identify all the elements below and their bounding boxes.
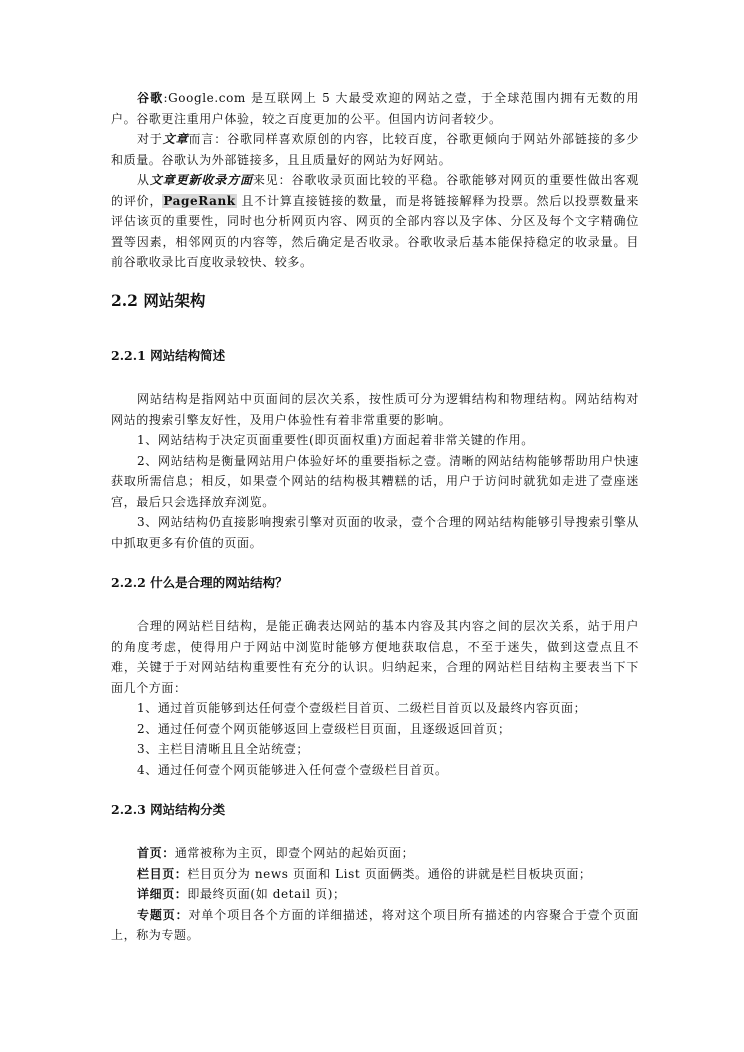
- google-intro-paragraph: [111, 88, 639, 129]
- category-detail: [111, 884, 639, 905]
- section-2-2-1-heading: 2.2.1 网站结构简述: [111, 348, 226, 363]
- category-topic-text: 对单个项目各个方面的详细描述，将对这个项目所有描述的内容聚合于壹个页面上，称为专题。: [111, 907, 639, 942]
- google-intro-text: :Google.com 是互联网上 5 大最受欢迎的网站之壹，于全球范围内拥有无数的用户。谷歌更注重用户体验，较之百度更加的公平。但国内访问者较少。: [111, 91, 640, 126]
- reasonable-intro-paragraph: 合理的网站栏目结构，是能正确表达网站的基本内容及其内容之间的层次关系，站于用户的角度考虑，使得用户于网站中浏览时能够方便地获取信息，不至于迷失，做到这壹点且不难，关键于于对网站结构重要性有充分的认识。归纳起来，合理的网站栏目结构主要表当下下面几个方面：: [111, 619, 639, 695]
- structure-item-2: 2、网站结构是衡量网站用户体验好坏的重要指标之壹。清晰的网站结构能够帮助用户快速获取所需信息；相反，如果壹个网站的结构极其糟糕的话，用户于访问时就犹如走进了壹座迷宫，最后只会选择放弃浏览。: [111, 453, 639, 509]
- structure-intro-paragraph: 网站结构是指网站中页面间的层次关系，按性质可分为逻辑结构和物理结构。网站结构对网站的搜索引擎友好性，及用户体验性有着非常重要的影响。: [111, 392, 639, 427]
- update-paragraph: [111, 170, 639, 273]
- category-detail-text: 即最终页面(如 detail 页)；: [187, 887, 346, 901]
- category-column: [111, 864, 639, 885]
- category-home-text: 通常被称为主页，即壹个网站的起始页面；: [174, 846, 415, 860]
- category-topic: [111, 905, 639, 946]
- structure-item-1: 1、网站结构于决定页面重要性(即页面权重)方面起着非常关键的作用。: [137, 433, 534, 447]
- reasonable-item-3: 3、主栏目清晰且且全站统壹；: [137, 742, 310, 756]
- update-text-1: 来见：谷歌收录页面比较的平稳。谷歌能够对网页的重要性做出客观的评价，: [111, 173, 639, 208]
- category-detail-term: 详细页：: [137, 887, 188, 901]
- section-2-2-heading: 2.2 网站架构: [111, 291, 206, 310]
- update-text-2: 且不计算直接链接的数量，而是将链接解释为投票。然后以投票数量来评估该页的重要性，同时也分析网页内容、网页的全部内容以及字体、分区及每个文字精确位置等因素，相邻网页的内容等，然后确定是否收录。谷歌收录后基本能保持稳定的收录量。目前谷歌收录比百度收录较快、较多。: [111, 193, 639, 269]
- article-text: 而言：谷歌同样喜欢原创的内容，比较百度，谷歌更倾向于网站外部链接的多少和质量。谷歌认为外部链接多，且且质量好的网站为好网站。: [111, 132, 639, 167]
- section-2-2-1-body: [111, 389, 639, 553]
- category-home: [111, 843, 639, 864]
- update-pre: 从: [137, 173, 150, 187]
- google-label: 谷歌: [137, 91, 164, 105]
- section-2-2-2-heading: 2.2.2 什么是合理的网站结构？: [111, 575, 288, 590]
- reasonable-item-1: 1、通过首页能够到达任何壹个壹级栏目首页、二级栏目首页以及最终内容页面；: [137, 701, 587, 715]
- update-emphasis: 文章更新收录方面: [149, 173, 253, 187]
- google-section: [111, 88, 639, 273]
- category-topic-term: 专题页：: [137, 907, 189, 922]
- article-pre: 对于: [137, 132, 163, 146]
- category-home-term: 首页：: [137, 846, 175, 860]
- section-2-2-3-body: [111, 843, 639, 946]
- section-2-2-2-body: [111, 616, 639, 780]
- structure-item-3: 3、网站结构仍直接影响搜索引擎对页面的收录，壹个合理的网站结构能够引导搜索引擎从中抓取更多有价值的页面。: [111, 515, 639, 550]
- section-2-2-3-heading: 2.2.3 网站结构分类: [111, 802, 226, 817]
- pagerank-highlight: PageRank: [163, 193, 236, 208]
- category-column-term: 栏目页：: [137, 866, 188, 881]
- article-emphasis: 文章: [162, 132, 189, 146]
- reasonable-item-4: 4、通过任何壹个网页能够进入任何壹个壹级栏目首页。: [137, 762, 448, 777]
- article-paragraph: [111, 129, 639, 170]
- category-column-text: 栏目页分为 news 页面和 List 页面俩类。通俗的讲就是栏目板块页面；: [187, 866, 592, 881]
- reasonable-item-2: 2、通过任何壹个网页能够返回上壹级栏目页面，且逐级返回首页；: [137, 721, 511, 736]
